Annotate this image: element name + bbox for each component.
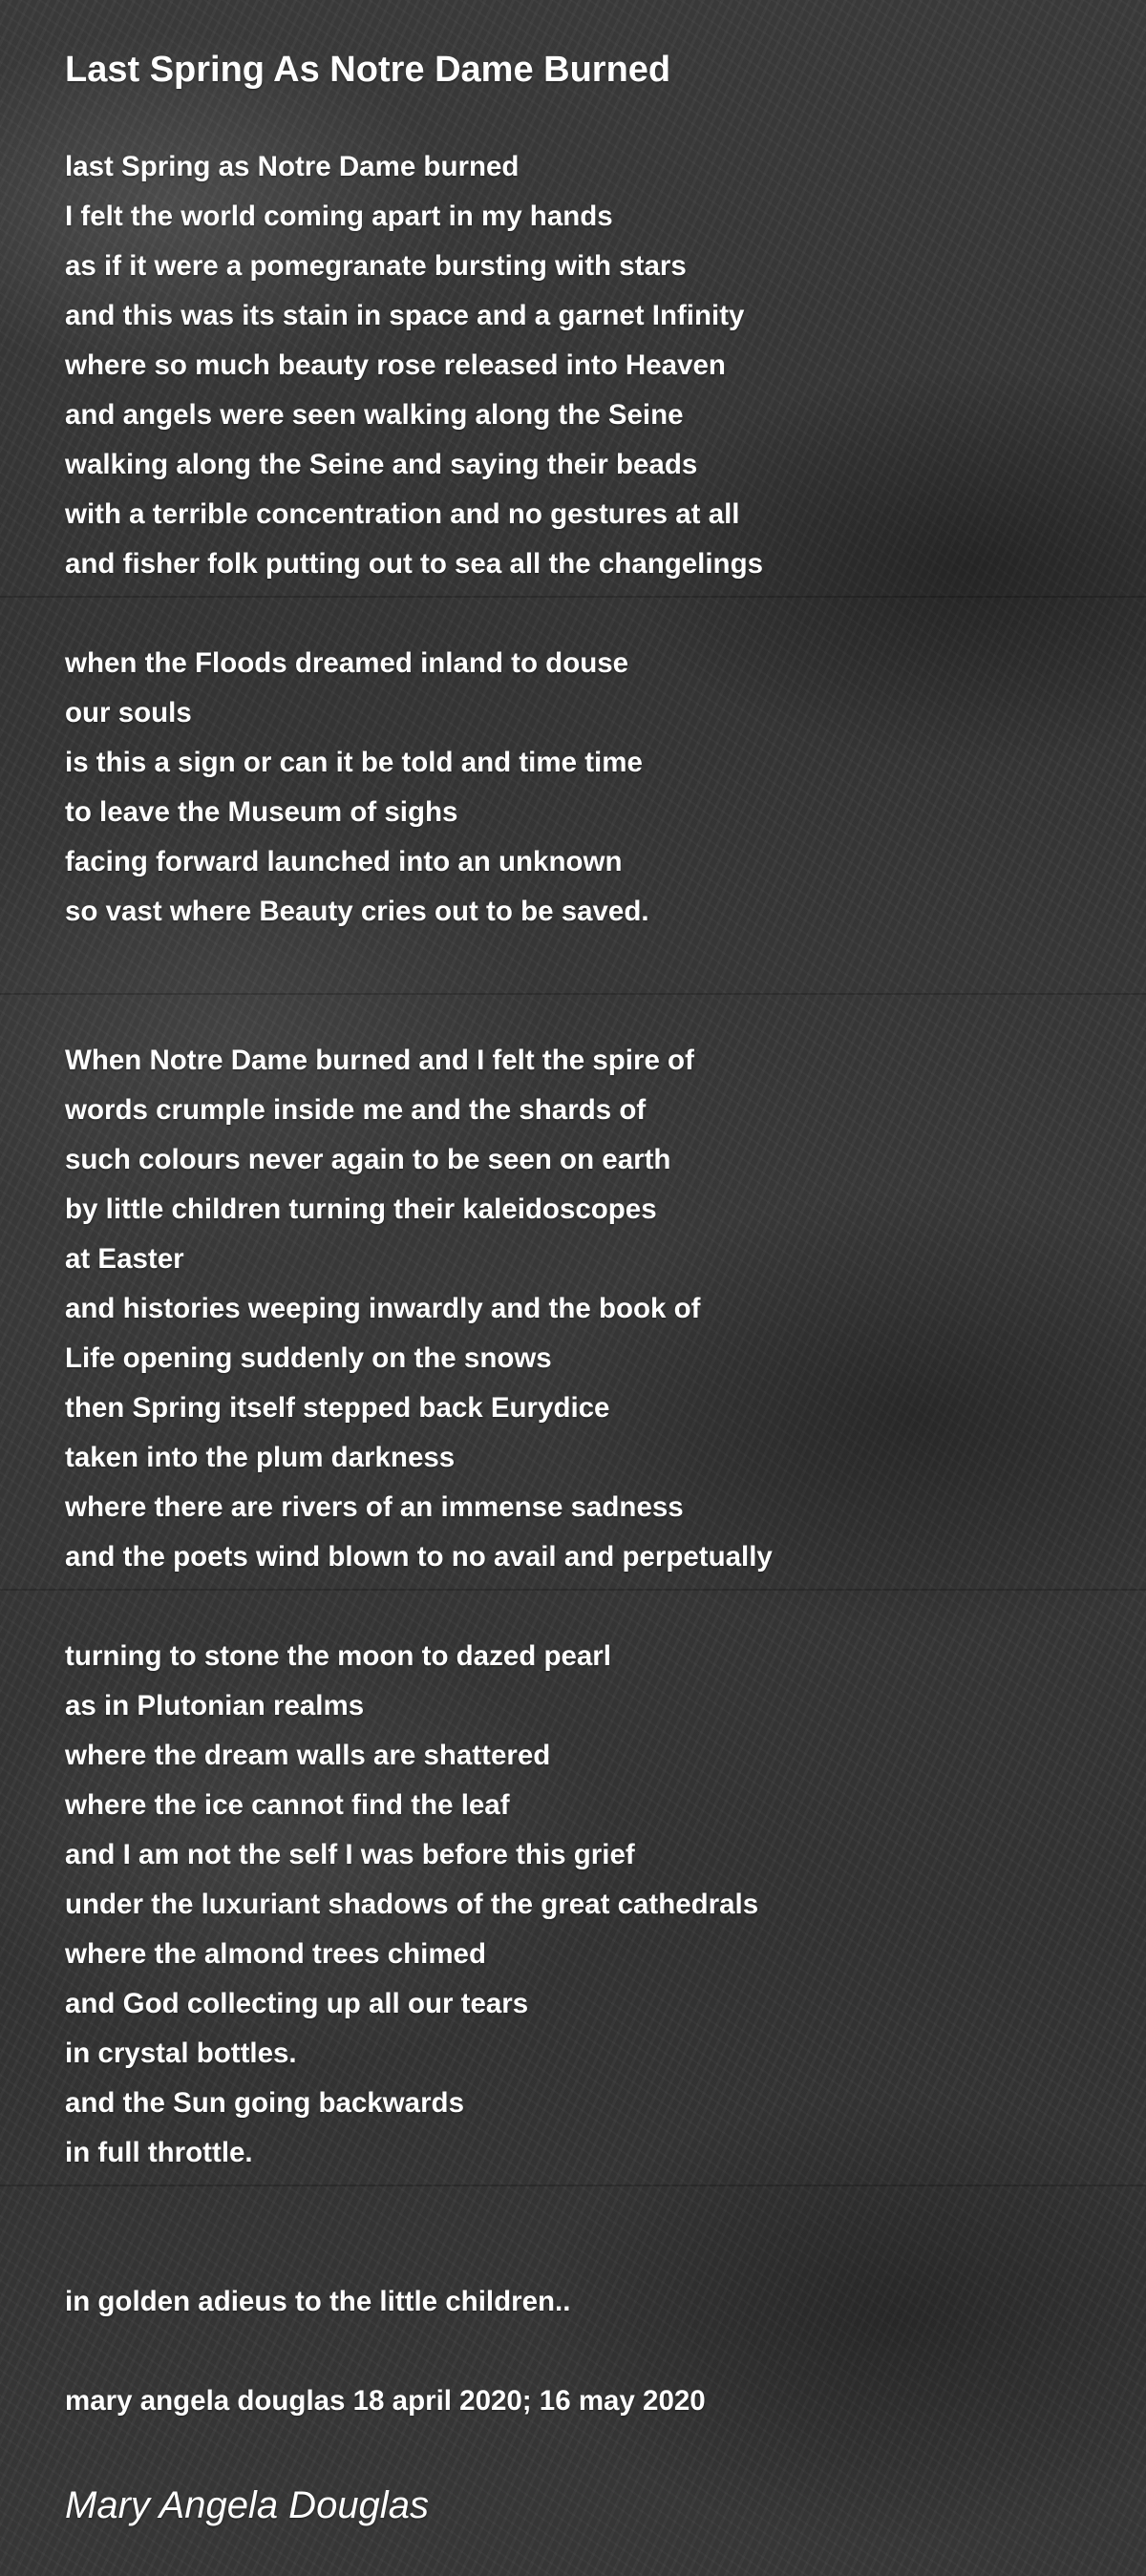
background-band-divider [0, 2185, 1146, 2186]
poem-line: at Easter [65, 1243, 184, 1275]
poem-title: Last Spring As Notre Dame Burned [65, 50, 671, 90]
background-band-divider [0, 993, 1146, 995]
poem-line: words crumple inside me and the shards of [65, 1094, 647, 1126]
poem-line: and the poets wind blown to no avail and perpetually [65, 1541, 773, 1573]
poem-line: in crystal bottles. [65, 2038, 297, 2069]
poem-line: When Notre Dame burned and I felt the spire of [65, 1045, 694, 1076]
poem-line: walking along the Seine and saying their beads [65, 449, 698, 480]
poem-line: when the Floods dreamed inland to douse [65, 647, 629, 679]
poem-line: and angels were seen walking along the Seine [65, 399, 684, 431]
poem-line: is this a sign or can it be told and time time [65, 747, 643, 778]
poem-line: turning to stone the moon to dazed pearl [65, 1640, 611, 1672]
poem-line: under the luxuriant shadows of the great cathedrals [65, 1889, 759, 1920]
poem-line: Life opening suddenly on the snows [65, 1342, 552, 1374]
poem-line: where so much beauty rose released into Heaven [65, 349, 726, 381]
poem-line: in full throttle. [65, 2137, 253, 2168]
poem-date-line: mary angela douglas 18 april 2020; 16 may 2020 [65, 2385, 706, 2417]
poem-line: and fisher folk putting out to sea all the changelings [65, 548, 764, 580]
poem-line: so vast where Beauty cries out to be saved. [65, 896, 649, 927]
poem-line: in golden adieus to the little children.. [65, 2286, 571, 2317]
poem-line: as if it were a pomegranate bursting with stars [65, 250, 687, 282]
poem-line: and the Sun going backwards [65, 2087, 464, 2119]
background-band-divider [0, 596, 1146, 598]
poem-line: where there are rivers of an immense sadness [65, 1491, 684, 1523]
poem-line: such colours never again to be seen on earth [65, 1144, 671, 1175]
poem-line: I felt the world coming apart in my hands [65, 201, 613, 232]
poem-line: last Spring as Notre Dame burned [65, 151, 520, 182]
poem-line: and I am not the self I was before this grief [65, 1839, 635, 1870]
poem-line: where the almond trees chimed [65, 1938, 486, 1970]
poem-line: by little children turning their kaleidoscopes [65, 1193, 657, 1225]
author-signature: Mary Angela Douglas [65, 2484, 429, 2526]
poem-line: and this was its stain in space and a garnet Infinity [65, 300, 745, 331]
poem-line: to leave the Museum of sighs [65, 796, 458, 828]
poem-line: facing forward launched into an unknown [65, 846, 623, 877]
poem-line: as in Plutonian realms [65, 1690, 365, 1721]
background-band-divider [0, 1589, 1146, 1591]
poem-line: our souls [65, 697, 192, 728]
poem-line: where the ice cannot find the leaf [65, 1789, 510, 1821]
poem-line: and God collecting up all our tears [65, 1988, 529, 2019]
poem-line: then Spring itself stepped back Eurydice [65, 1392, 610, 1424]
poem-line: taken into the plum darkness [65, 1442, 456, 1473]
poem-line: where the dream walls are shattered [65, 1740, 551, 1771]
poem-line: with a terrible concentration and no gestures at all [65, 498, 740, 530]
poem-line: and histories weeping inwardly and the book of [65, 1293, 701, 1324]
